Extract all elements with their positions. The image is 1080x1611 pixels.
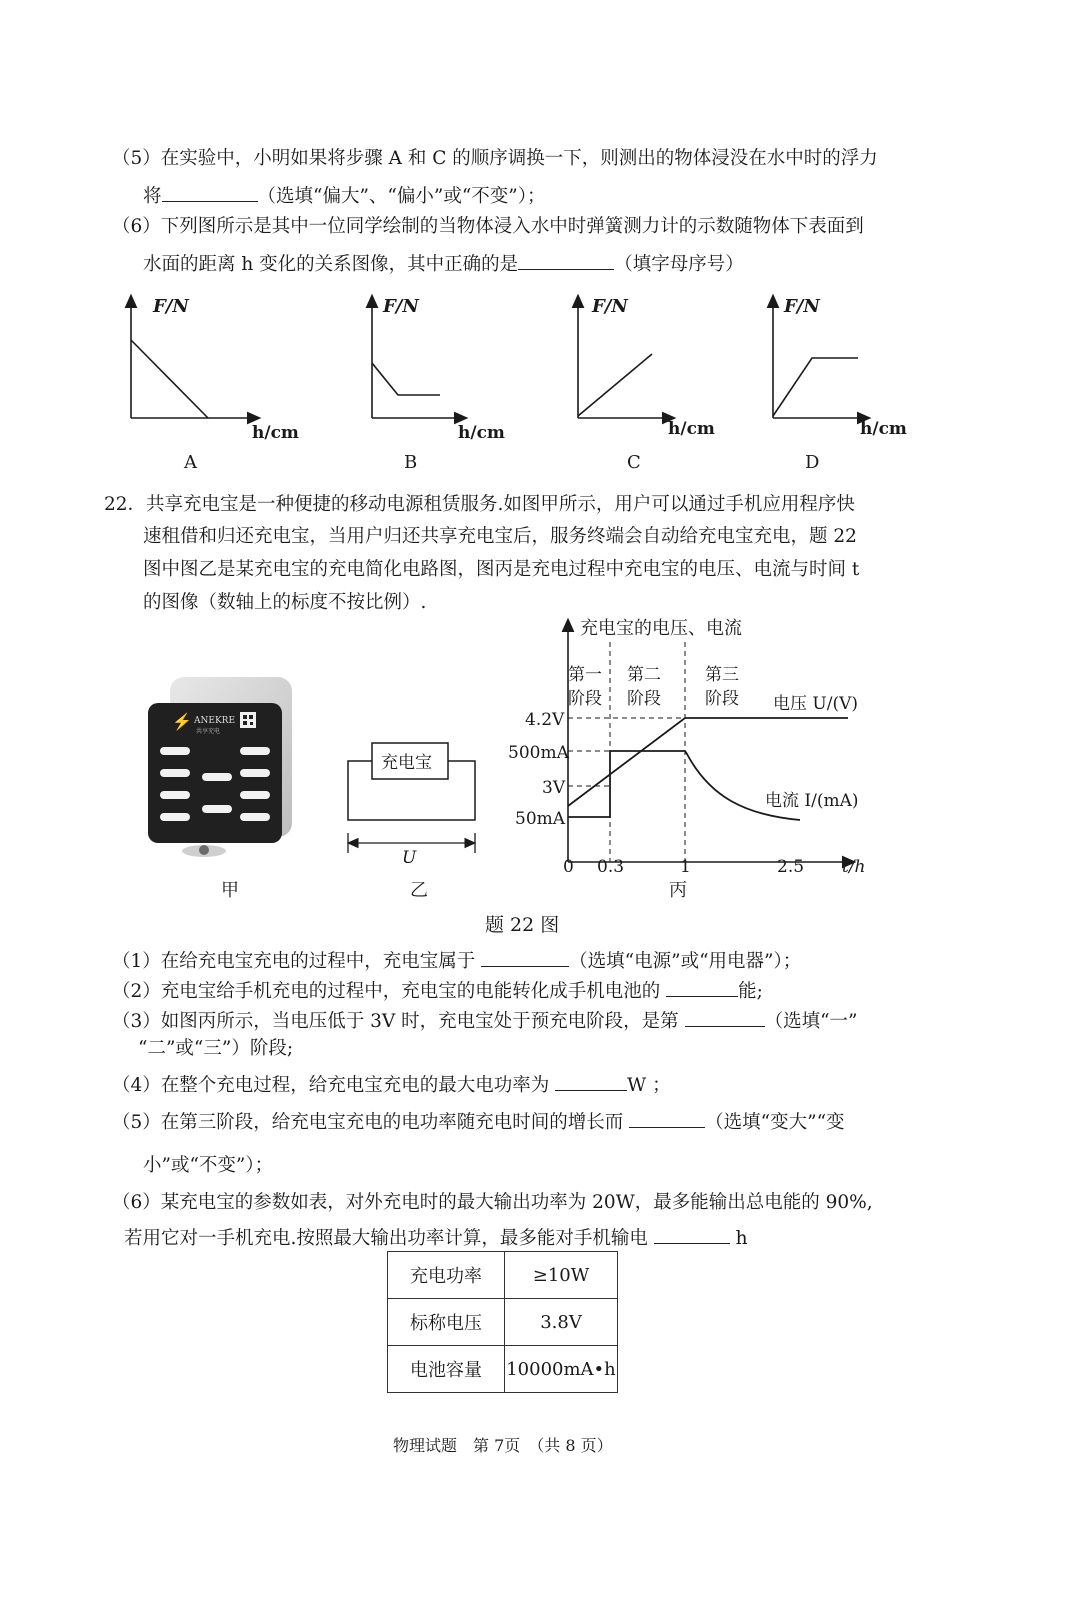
q22-s2-answer-blank[interactable] bbox=[666, 976, 738, 997]
graph-c-curve bbox=[578, 354, 652, 416]
stage-2-label-a: 第二 bbox=[627, 665, 661, 685]
brand-label: ANEKRE bbox=[194, 716, 236, 726]
table-row bbox=[388, 1346, 618, 1393]
x-axis-label: t/h bbox=[842, 857, 866, 877]
parameter-table bbox=[387, 1251, 618, 1393]
q22-s6-answer-blank[interactable] bbox=[654, 1223, 730, 1244]
fig-jia-photo bbox=[140, 675, 310, 865]
q22-s4-post: W ； bbox=[627, 1075, 671, 1096]
fig-jia-label: 甲 bbox=[221, 880, 239, 901]
q22-s3-pre: （3）如图丙所示，当电压低于 3V 时，充电宝处于预充电阶段，是第 bbox=[112, 1011, 679, 1032]
graph-d-curve bbox=[773, 358, 858, 416]
graph-b-option: B bbox=[404, 452, 418, 473]
q22-s2-post: 能; bbox=[738, 981, 763, 1002]
graph-c-x-label: h/cm bbox=[668, 419, 715, 439]
q22-s5-answer-blank[interactable] bbox=[629, 1107, 705, 1128]
graph-b-x-label: h/cm bbox=[458, 423, 505, 443]
stage-2-label-b: 阶段 bbox=[627, 689, 661, 709]
graph-d-y-label: F/N bbox=[784, 296, 820, 317]
q21-p6-line2 bbox=[143, 249, 744, 278]
q22-s4-answer-blank[interactable] bbox=[555, 1070, 627, 1091]
graph-b-curve bbox=[372, 363, 440, 395]
graph-a bbox=[131, 296, 299, 473]
graph-a-x-label: h/cm bbox=[252, 423, 299, 443]
q22-s5-line2: 小”或“不变”）； bbox=[143, 1155, 274, 1176]
y-tick-4.2v: 4.2V bbox=[525, 710, 565, 730]
lightning-icon: ⚡ bbox=[172, 712, 192, 731]
q22-s4-pre: （4）在整个充电过程，给充电宝充电的最大电功率为 bbox=[112, 1075, 550, 1096]
y-tick-50ma: 50mA bbox=[515, 809, 566, 829]
q21-p6-answer-blank[interactable] bbox=[518, 249, 614, 270]
q21-p6-line2-pre: 水面的距离 h 变化的关系图像，其中正确的是 bbox=[143, 254, 519, 275]
param-name: 电池容量 bbox=[388, 1346, 505, 1393]
q22-s4 bbox=[112, 1070, 671, 1099]
q22-stem-line4: 的图像（数轴上的标度不按比例）. bbox=[143, 592, 427, 613]
fig-yi-label: 乙 bbox=[410, 880, 428, 901]
q22-s2 bbox=[112, 976, 763, 1005]
charger-box-label: 充电宝 bbox=[381, 753, 432, 773]
graph-c bbox=[578, 296, 715, 473]
x-tick-0.3: 0.3 bbox=[597, 857, 625, 877]
graph-d bbox=[773, 296, 907, 473]
x-tick-2.5: 2.5 bbox=[777, 857, 805, 877]
qr-code-icon bbox=[240, 712, 256, 728]
q22-s5-post: （选填“变大”“变 bbox=[705, 1112, 845, 1133]
q21-p5-line2-post: （选填“偏大”、“偏小”或“不变”）； bbox=[257, 186, 546, 207]
figure-caption: 题 22 图 bbox=[485, 914, 560, 936]
stage-3-label-b: 阶段 bbox=[705, 689, 739, 709]
q22-s3-post: （选填“一” bbox=[764, 1011, 858, 1032]
q21-p6-line1: （6）下列图所示是其中一位同学绘制的当物体浸入水中时弹簧测力计的示数随物体下表面到 bbox=[112, 216, 864, 237]
page-footer: 物理试题 第 7页 （共 8 页） bbox=[393, 1436, 613, 1455]
graph-d-x-label: h/cm bbox=[860, 419, 907, 439]
q22-s6-line1: （6）某充电宝的参数如表，对外充电时的最大输出功率为 20W，最多能输出总电能的 90%, bbox=[112, 1192, 873, 1213]
q22-s6-pre: 若用它对一手机充电.按照最大输出功率计算，最多能对手机输电 bbox=[124, 1228, 648, 1249]
graph-b bbox=[372, 296, 505, 473]
voltage-label: U bbox=[402, 848, 417, 868]
q22-s3 bbox=[112, 1006, 857, 1035]
param-value: 10000mA•h bbox=[505, 1346, 618, 1393]
graph-a-option: A bbox=[184, 452, 197, 473]
q22-s1-post: （选填“电源”或“用电器”）； bbox=[569, 951, 802, 972]
current-series-label: 电流 I/(mA) bbox=[765, 791, 859, 811]
table-row bbox=[388, 1252, 618, 1299]
q22-stem-line1: 22．共享充电宝是一种便捷的移动电源租赁服务.如图甲所示，用户可以通过手机应用程序快 bbox=[104, 494, 855, 515]
q22-s5 bbox=[112, 1107, 845, 1136]
graph-c-y-label: F/N bbox=[592, 296, 628, 317]
q22-s2-pre: （2）充电宝给手机充电的过程中，充电宝的电能转化成手机电池的 bbox=[112, 981, 661, 1002]
fig-bing-chart bbox=[505, 612, 885, 887]
graph-a-y-label: F/N bbox=[153, 296, 189, 317]
x-tick-1: 1 bbox=[680, 857, 691, 877]
q22-s6-line2 bbox=[124, 1223, 748, 1252]
stage-1-label-b: 阶段 bbox=[568, 689, 602, 709]
brand-sublabel: 共享充电 bbox=[196, 728, 221, 735]
fig-bing-label: 丙 bbox=[669, 880, 687, 901]
table-row bbox=[388, 1299, 618, 1346]
q21-graphs bbox=[100, 288, 920, 478]
y-tick-500ma: 500mA bbox=[508, 743, 569, 763]
q22-s1-answer-blank[interactable] bbox=[481, 946, 569, 967]
chart-title: 充电宝的电压、电流 bbox=[580, 618, 742, 639]
param-name: 标称电压 bbox=[388, 1299, 505, 1346]
q21-p5-line2 bbox=[143, 181, 546, 210]
q22-s6-post: h bbox=[735, 1228, 748, 1249]
voltage-series-label: 电压 U/(V) bbox=[773, 694, 858, 714]
graph-b-y-label: F/N bbox=[383, 296, 419, 317]
q21-p5-line1: （5）在实验中，小明如果将步骤 A 和 C 的顺序调换一下，则测出的物体浸没在水中时的浮力 bbox=[112, 148, 878, 169]
graph-a-curve bbox=[131, 340, 208, 418]
param-value: 3.8V bbox=[505, 1299, 618, 1346]
q22-s3-line2: “二”或“三”）阶段; bbox=[138, 1038, 294, 1059]
graph-c-option: C bbox=[627, 452, 641, 473]
fig-yi-circuit bbox=[340, 735, 490, 870]
q22-s5-pre: （5）在第三阶段，给充电宝充电的电功率随充电时间的增长而 bbox=[112, 1112, 624, 1133]
q22-s1-pre: （1）在给充电宝充电的过程中，充电宝属于 bbox=[112, 951, 476, 972]
y-tick-3v: 3V bbox=[542, 778, 566, 798]
param-name: 充电功率 bbox=[388, 1252, 505, 1299]
q21-p5-answer-blank[interactable] bbox=[162, 181, 258, 202]
q21-p5-line2-pre: 将 bbox=[143, 186, 162, 207]
x-tick-0: 0 bbox=[563, 857, 574, 877]
q22-s3-answer-blank[interactable] bbox=[685, 1006, 765, 1027]
q22-stem-line2: 速租借和归还充电宝，当用户归还共享充电宝后，服务终端会自动给充电宝充电，题 22 bbox=[143, 526, 857, 547]
param-value: ≥10W bbox=[505, 1252, 618, 1299]
stage-1-label-a: 第一 bbox=[568, 665, 602, 685]
q22-stem-line3: 图中图乙是某充电宝的充电简化电路图，图丙是充电过程中充电宝的电压、电流与时间 t bbox=[143, 559, 860, 580]
stage-3-label-a: 第三 bbox=[705, 665, 739, 685]
q22-s1 bbox=[112, 946, 801, 975]
q21-p6-line2-post: （填字母序号） bbox=[614, 254, 744, 275]
graph-d-option: D bbox=[805, 452, 820, 473]
